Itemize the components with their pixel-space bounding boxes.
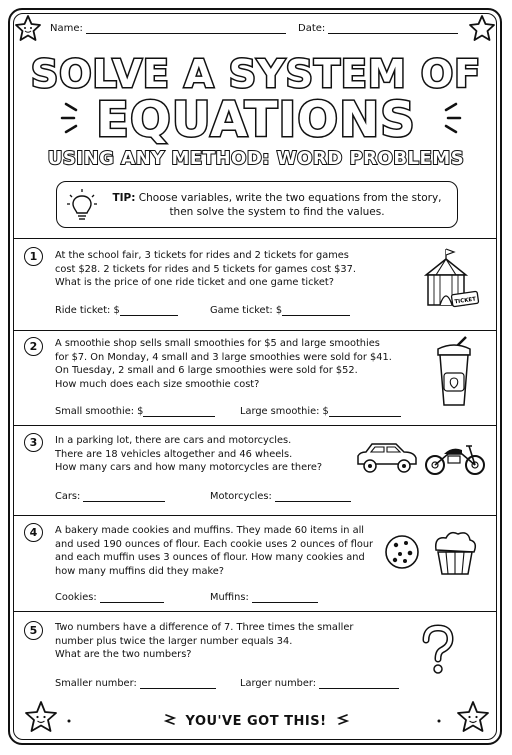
problem-number: 2 bbox=[24, 337, 43, 356]
name-field[interactable] bbox=[50, 23, 286, 34]
problem-line: There are 18 vehicles altogether and 46 wheels. bbox=[55, 448, 293, 460]
footer-text: YOU'VE GOT THIS! bbox=[185, 714, 327, 729]
answer-label: Muffins: bbox=[210, 592, 249, 603]
zigzag-left-icon bbox=[164, 713, 178, 727]
problem-line: What is the price of one ride ticket and one game ticket? bbox=[55, 277, 334, 289]
problem-text bbox=[55, 434, 322, 475]
problem-line: for $7. On Monday, 4 small and 3 large smoothies were sold for $41. bbox=[55, 351, 392, 363]
star-icon bbox=[468, 14, 496, 42]
circus-tent-icon bbox=[418, 247, 482, 313]
muffin-icon bbox=[430, 528, 480, 578]
answer-label: Ride ticket: $ bbox=[55, 305, 120, 316]
tip-box bbox=[56, 181, 458, 228]
ticket-text: TICKET bbox=[454, 296, 477, 306]
tip-line-1: Choose variables, write the two equations from the story, bbox=[138, 192, 442, 204]
sparkle-left-icon bbox=[60, 98, 100, 138]
muffins-answer[interactable] bbox=[210, 592, 318, 603]
large-smoothie-answer[interactable] bbox=[240, 406, 401, 417]
problem-1 bbox=[14, 238, 496, 330]
tip-line-2: then solve the system to find the values. bbox=[169, 206, 385, 218]
problem-text bbox=[55, 249, 356, 290]
sparkle-dot-icon bbox=[434, 716, 444, 726]
problem-number: 1 bbox=[24, 247, 43, 266]
sparkle-dot-icon bbox=[64, 716, 74, 726]
problem-line: Two numbers have a difference of 7. Three times the smaller bbox=[55, 622, 354, 633]
problem-line: How many cars and how many motorcycles are there? bbox=[55, 462, 323, 474]
problem-text bbox=[55, 621, 353, 662]
date-field[interactable] bbox=[298, 23, 458, 34]
title-line-3: USING ANY METHOD: WORD PROBLEMS bbox=[47, 148, 465, 169]
problem-3 bbox=[14, 425, 496, 515]
larger-number-answer[interactable] bbox=[240, 678, 399, 689]
answer-label: Large smoothie: $ bbox=[240, 406, 329, 417]
lightbulb-icon bbox=[67, 188, 97, 222]
problem-line: how many muffins did they make? bbox=[55, 565, 225, 577]
tip-label: TIP: bbox=[112, 192, 136, 204]
problem-line: number plus twice the larger number equals 34. bbox=[55, 635, 293, 647]
answer-label: Motorcycles: bbox=[210, 491, 272, 502]
cars-answer[interactable] bbox=[55, 491, 165, 502]
problem-line: On Tuesday, 2 small and 6 large smoothies were sold for $52. bbox=[55, 365, 358, 377]
answer-label: Cookies: bbox=[55, 592, 97, 603]
problem-4 bbox=[14, 515, 496, 611]
cookies-answer[interactable] bbox=[55, 592, 164, 603]
answer-label: Small smoothie: $ bbox=[55, 406, 144, 417]
car-icon bbox=[354, 440, 420, 476]
problem-2 bbox=[14, 330, 496, 425]
title-line-1: SOLVE A SYSTEM OF bbox=[30, 52, 482, 96]
problem-line: How much does each size smoothie cost? bbox=[55, 378, 260, 390]
problem-line: and each muffin uses 3 ounces of flour. How many cookies and bbox=[55, 552, 365, 564]
problem-number: 5 bbox=[24, 621, 43, 640]
problem-line: cost $28. 2 tickets for rides and 5 tickets for games cost $37. bbox=[55, 263, 356, 275]
problem-line: What are the two numbers? bbox=[55, 649, 192, 661]
motorcycle-icon bbox=[424, 440, 486, 476]
problem-text bbox=[55, 524, 373, 578]
answer-label: Smaller number: bbox=[55, 678, 137, 689]
problem-line: At the school fair, 3 tickets for rides and 2 tickets for games bbox=[55, 250, 349, 261]
problem-line: In a parking lot, there are cars and motorcycles. bbox=[55, 435, 292, 446]
answer-label: Game ticket: $ bbox=[210, 305, 283, 316]
game-ticket-answer[interactable] bbox=[210, 305, 350, 316]
problem-line: and used 190 ounces of flour. Each cookie uses 2 ounces of flour bbox=[55, 538, 374, 550]
sparkle-right-icon bbox=[422, 98, 462, 138]
motorcycles-answer[interactable] bbox=[210, 491, 351, 502]
problem-number: 4 bbox=[24, 523, 43, 542]
cookie-icon bbox=[384, 534, 420, 570]
title-line-2: EQUATIONS bbox=[96, 92, 416, 148]
star-icon bbox=[14, 14, 42, 42]
problem-text bbox=[55, 337, 392, 391]
smoothie-cup-icon bbox=[432, 335, 476, 411]
problem-line: A bakery made cookies and muffins. They made 60 items in all bbox=[55, 525, 365, 536]
problem-line: A smoothie shop sells small smoothies for $5 and large smoothies bbox=[55, 338, 380, 349]
problem-number: 3 bbox=[24, 433, 43, 452]
zigzag-right-icon bbox=[335, 713, 349, 727]
name-label: Name: bbox=[50, 23, 83, 34]
date-label: Date: bbox=[298, 23, 326, 34]
question-mark-icon bbox=[420, 626, 456, 676]
answer-label: Larger number: bbox=[240, 678, 317, 689]
ride-ticket-answer[interactable] bbox=[55, 305, 178, 316]
small-smoothie-answer[interactable] bbox=[55, 406, 215, 417]
problem-5 bbox=[14, 611, 496, 702]
answer-label: Cars: bbox=[55, 491, 81, 502]
smaller-number-answer[interactable] bbox=[55, 678, 216, 689]
